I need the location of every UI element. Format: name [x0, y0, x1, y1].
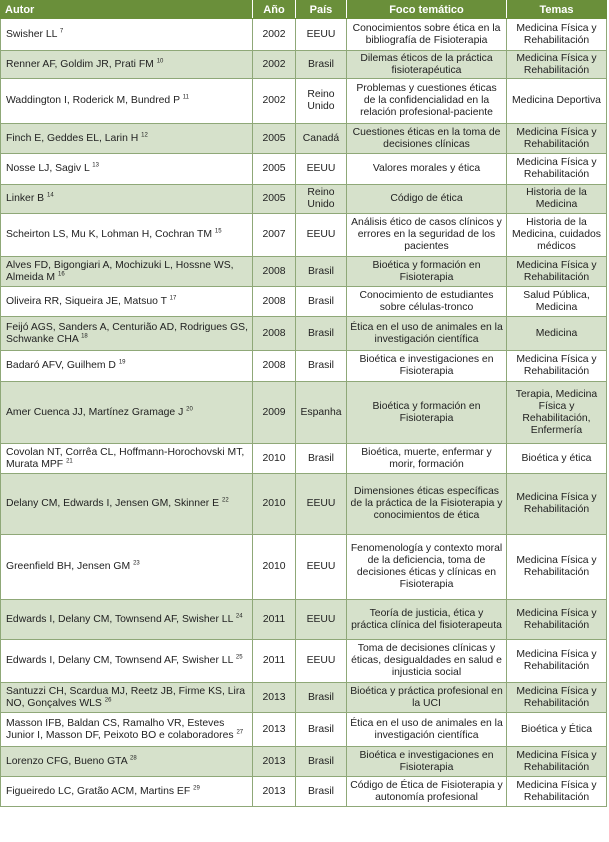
column-header-focus: Foco temático: [347, 1, 507, 19]
cell-author: [1, 51, 253, 79]
cell-themes: Medicina Física y Rehabilitación: [507, 683, 607, 713]
author-name: Lorenzo CFG, Bueno GTA: [6, 755, 128, 767]
author-name: Badaró AFV, Guilhem D: [6, 360, 116, 371]
cell-focus: Cuestiones éticas en la toma de decisiones clínicas: [347, 124, 507, 154]
author-name: Waddington I, Roderick M, Bundred P: [6, 95, 180, 106]
table-row: [1, 600, 607, 640]
cell-author: [1, 214, 253, 257]
cell-author: [1, 747, 253, 777]
reference-number: 18: [81, 333, 88, 340]
column-header-themes: Temas: [507, 1, 607, 19]
table-row: [1, 683, 607, 713]
author-name: Edwards I, Delany CM, Townsend AF, Swisher LL: [6, 655, 233, 666]
author-name: Delany CM, Edwards I, Jensen GM, Skinner E: [6, 498, 220, 509]
cell-focus: Fenomenología y contexto moral de la deficiencia, toma de decisiones éticas y clínicas en Fisioterapia: [347, 535, 507, 600]
cell-focus: Bioética y formación en Fisioterapia: [347, 382, 507, 444]
cell-country: Brasil: [296, 713, 347, 747]
author-name: Swisher LL: [6, 28, 58, 40]
table-row: [1, 287, 607, 317]
cell-year: 2008: [253, 351, 296, 382]
cell-country: EEUU: [296, 535, 347, 600]
cell-themes: Bioética y Ética: [507, 713, 607, 747]
cell-country: Brasil: [296, 444, 347, 474]
table-row: [1, 713, 607, 747]
column-header-author: Autor: [1, 1, 253, 19]
cell-country: EEUU: [296, 19, 347, 51]
author-name: Covolan NT, Corrêa CL, Hoffmann-Horochovski MT, Murata MPF: [6, 446, 245, 470]
cell-author: [1, 474, 253, 535]
reference-number: 19: [118, 359, 126, 366]
cell-author: [1, 535, 253, 600]
table-row: [1, 185, 607, 214]
cell-year: 2002: [253, 79, 296, 124]
cell-themes: Medicina Física y Rehabilitación: [507, 124, 607, 154]
cell-country: Brasil: [296, 51, 347, 79]
cell-country: EEUU: [296, 474, 347, 535]
reference-number: 26: [104, 697, 112, 704]
cell-year: 2010: [253, 444, 296, 474]
table-row: [1, 351, 607, 382]
cell-country: EEUU: [296, 214, 347, 257]
cell-author: [1, 79, 253, 124]
reference-number: 21: [66, 458, 73, 465]
reference-number: 11: [182, 94, 189, 101]
cell-author: [1, 640, 253, 683]
table-row: [1, 474, 607, 535]
cell-focus: Toma de decisiones clínicas y éticas, desigualdades en salud e injusticia social: [347, 640, 507, 683]
table-row: [1, 382, 607, 444]
cell-year: 2002: [253, 19, 296, 51]
cell-country: EEUU: [296, 154, 347, 185]
cell-year: 2008: [253, 317, 296, 351]
cell-author: [1, 185, 253, 214]
author-name: Linker B: [6, 193, 45, 204]
cell-year: 2008: [253, 287, 296, 317]
table-row: [1, 124, 607, 154]
table-row: [1, 19, 607, 51]
reference-number: 17: [169, 295, 177, 302]
cell-author: [1, 124, 253, 154]
table-row: [1, 154, 607, 185]
author-name: Greenfield BH, Jensen GM: [6, 561, 131, 572]
reference-number: 23: [133, 560, 140, 567]
cell-themes: Medicina Física y Rehabilitación: [507, 640, 607, 683]
cell-year: 2005: [253, 154, 296, 185]
table-row: [1, 79, 607, 124]
cell-themes: Medicina Física y Rehabilitación: [507, 600, 607, 640]
cell-focus: Problemas y cuestiones éticas de la confidencialidad en la relación profesional-paciente: [347, 79, 507, 124]
cell-focus: Valores morales y ética: [347, 154, 507, 185]
reference-number: 20: [186, 406, 193, 413]
author-name: Nosse LJ, Sagiv L: [6, 163, 90, 174]
cell-year: 2005: [253, 185, 296, 214]
cell-author: [1, 154, 253, 185]
author-name: Oliveira RR, Siqueira JE, Matsuo T: [6, 295, 167, 307]
author-name: Finch E, Geddes EL, Larin H: [6, 132, 139, 144]
cell-themes: Medicina Física y Rehabilitación: [507, 535, 607, 600]
author-name: Santuzzi CH, Scardua MJ, Reetz JB, Firme KS, Lira NO, Gonçalves WLS: [6, 685, 246, 709]
cell-themes: Medicina Física y Rehabilitación: [507, 19, 607, 51]
cell-year: 2010: [253, 474, 296, 535]
cell-focus: Conocimientos sobre ética en la bibliografía de Fisioterapia: [347, 19, 507, 51]
cell-author: [1, 257, 253, 287]
table-row: [1, 535, 607, 600]
cell-themes: Medicina: [507, 317, 607, 351]
table-row: [1, 257, 607, 287]
author-name: Masson IFB, Baldan CS, Ramalho VR, Esteves Junior I, Masson DF, Peixoto BO e colaboradores: [6, 717, 234, 741]
cell-themes: Terapia, Medicina Física y Rehabilitación, Enfermería: [507, 382, 607, 444]
table-row: [1, 640, 607, 683]
reference-number: 15: [214, 228, 222, 235]
cell-year: 2011: [253, 640, 296, 683]
reference-number: 28: [129, 755, 137, 762]
cell-focus: Código de ética: [347, 185, 507, 214]
cell-author: [1, 382, 253, 444]
cell-author: [1, 19, 253, 51]
cell-country: Brasil: [296, 351, 347, 382]
reference-number: 12: [141, 132, 148, 139]
cell-country: Canadá: [296, 124, 347, 154]
cell-themes: Historia de la Medicina: [507, 185, 607, 214]
cell-author: [1, 713, 253, 747]
cell-year: 2002: [253, 51, 296, 79]
reference-number: 14: [47, 192, 54, 199]
cell-focus: Bioética y práctica profesional en la UCI: [347, 683, 507, 713]
reference-number: 27: [236, 729, 244, 736]
cell-focus: Análisis ético de casos clínicos y errores en la seguridad de los pacientes: [347, 214, 507, 257]
cell-author: [1, 351, 253, 382]
cell-country: Brasil: [296, 683, 347, 713]
cell-focus: Ética en el uso de animales en la investigación científica: [347, 713, 507, 747]
cell-themes: Medicina Física y Rehabilitación: [507, 777, 607, 807]
cell-country: Brasil: [296, 317, 347, 351]
reference-number: 16: [57, 271, 65, 278]
author-name: Figueiredo LC, Gratão ACM, Martins EF: [6, 785, 191, 797]
cell-focus: Código de Ética de Fisioterapia y autonomía profesional: [347, 777, 507, 807]
cell-year: 2007: [253, 214, 296, 257]
author-name: Scheirton LS, Mu K, Lohman H, Cochran TM: [6, 229, 212, 240]
cell-country: Brasil: [296, 287, 347, 317]
table-row: [1, 444, 607, 474]
cell-year: 2013: [253, 713, 296, 747]
cell-focus: Dimensiones éticas específicas de la práctica de la Fisioterapia y conocimientos de ética: [347, 474, 507, 535]
cell-author: [1, 444, 253, 474]
cell-year: 2013: [253, 747, 296, 777]
cell-themes: Medicina Física y Rehabilitación: [507, 257, 607, 287]
reference-number: 25: [235, 654, 243, 661]
reference-number: 22: [221, 497, 229, 504]
cell-year: 2011: [253, 600, 296, 640]
cell-themes: Salud Pública, Medicina: [507, 287, 607, 317]
cell-author: [1, 600, 253, 640]
cell-country: Brasil: [296, 257, 347, 287]
table-row: [1, 317, 607, 351]
author-name: Alves FD, Bigongiari A, Mochizuki L, Hossne WS, Almeida M: [6, 259, 234, 283]
table-body: [1, 19, 607, 807]
author-name: Renner AF, Goldim JR, Prati FM: [6, 58, 154, 70]
reference-number: 13: [92, 162, 99, 169]
cell-country: Espanha: [296, 382, 347, 444]
cell-themes: Historia de la Medicina, cuidados médicos: [507, 214, 607, 257]
cell-country: Brasil: [296, 777, 347, 807]
cell-themes: Bioética y ética: [507, 444, 607, 474]
author-name: Feijó AGS, Sanders A, Centurião AD, Rodrigues GS, Schwanke CHA: [6, 321, 248, 345]
cell-country: Brasil: [296, 747, 347, 777]
cell-author: [1, 777, 253, 807]
cell-themes: Medicina Física y Rehabilitación: [507, 474, 607, 535]
column-header-year: Año: [253, 1, 296, 19]
cell-themes: Medicina Deportiva: [507, 79, 607, 124]
cell-focus: Conocimiento de estudiantes sobre células-tronco: [347, 287, 507, 317]
cell-focus: Bioética e investigaciones en Fisioterapia: [347, 747, 507, 777]
cell-author: [1, 317, 253, 351]
cell-themes: Medicina Física y Rehabilitación: [507, 747, 607, 777]
cell-country: EEUU: [296, 640, 347, 683]
cell-focus: Ética en el uso de animales en la investigación científica: [347, 317, 507, 351]
author-name: Edwards I, Delany CM, Townsend AF, Swisher LL: [6, 613, 233, 625]
cell-focus: Dilemas éticos de la práctica fisioterapéutica: [347, 51, 507, 79]
reference-number: 10: [156, 58, 164, 65]
table-row: [1, 777, 607, 807]
cell-year: 2013: [253, 777, 296, 807]
reference-number: 7: [59, 28, 64, 35]
cell-author: [1, 683, 253, 713]
cell-author: [1, 287, 253, 317]
cell-year: 2010: [253, 535, 296, 600]
cell-country: Reino Unido: [296, 185, 347, 214]
cell-focus: Teoría de justicia, ética y práctica clínica del fisioterapeuta: [347, 600, 507, 640]
table-row: [1, 214, 607, 257]
cell-year: 2008: [253, 257, 296, 287]
cell-focus: Bioética y formación en Fisioterapia: [347, 257, 507, 287]
cell-year: 2009: [253, 382, 296, 444]
table-row: [1, 51, 607, 79]
cell-focus: Bioética, muerte, enfermar y morir, formación: [347, 444, 507, 474]
reference-number: 29: [193, 785, 200, 792]
table-row: [1, 747, 607, 777]
column-header-country: País: [296, 1, 347, 19]
cell-year: 2005: [253, 124, 296, 154]
reference-number: 24: [235, 613, 243, 620]
cell-themes: Medicina Física y Rehabilitación: [507, 51, 607, 79]
table-header-row: [1, 1, 607, 19]
cell-country: Reino Unido: [296, 79, 347, 124]
cell-focus: Bioética e investigaciones en Fisioterapia: [347, 351, 507, 382]
cell-themes: Medicina Física y Rehabilitación: [507, 154, 607, 185]
cell-country: EEUU: [296, 600, 347, 640]
author-name: Amer Cuenca JJ, Martínez Gramage J: [6, 406, 184, 418]
cell-year: 2013: [253, 683, 296, 713]
cell-themes: Medicina Física y Rehabilitación: [507, 351, 607, 382]
